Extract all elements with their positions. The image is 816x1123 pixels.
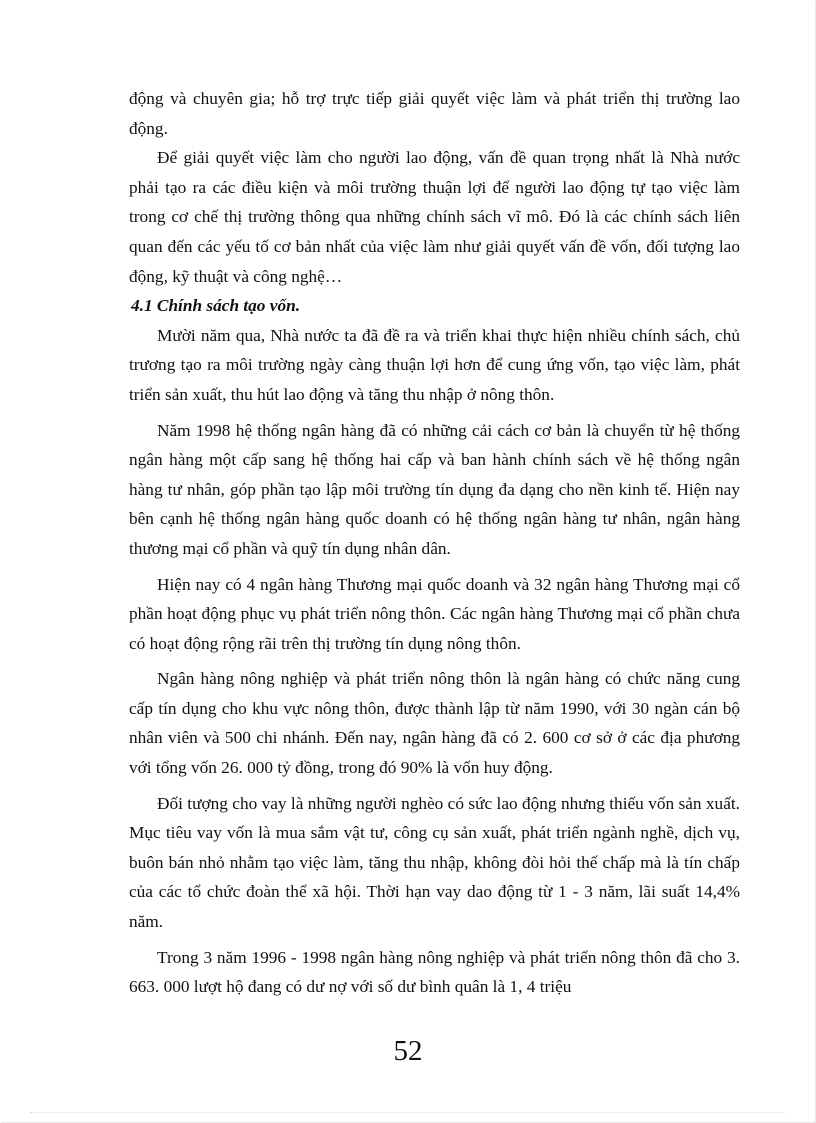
paragraph-borrowers: Đối tượng cho vay là những người nghèo có sức lao động nhưng thiếu vốn sản xuất. Mục tiêu vay vốn là mua sắm vật tư, công cụ sản xuất, phát triển ngành nghề, dịch vụ, buôn bán nhỏ nhằm tạo việc làm, tăng thu nhập, không đòi hỏi thế chấp mà là tín chấp của các tổ chức đoàn thể xã hội. Thời hạn vay dao động từ 1 - 3 năm, lãi suất 14,4% năm. [129, 793, 740, 932]
paragraph-commercial-banks: Hiện nay có 4 ngân hàng Thương mại quốc doanh và 32 ngân hàng Thương mại cổ phần hoạt động phục vụ phát triển nông thôn. Các ngân hàng Thương mại cổ phần chưa có hoạt động rộng rãi trên thị trường tín dụng nông thôn. [129, 574, 740, 653]
paragraph-continuation: động và chuyên gia; hỗ trợ trực tiếp giải quyết việc làm và phát triển thị trường lao động. [129, 89, 740, 138]
paragraph-ten-years: Mười năm qua, Nhà nước ta đã đề ra và triển khai thực hiện nhiều chính sách, chủ trương tạo ra môi trường ngày càng thuận lợi hơn để cung ứng vốn, tạo việc làm, phát triển sản xuất, thu hút lao động và tăng thu nhập ở nông thôn. [129, 325, 740, 404]
paragraph-banking-reform: Năm 1998 hệ thống ngân hàng đã có những cải cách cơ bản là chuyển từ hệ thống ngân hàng một cấp sang hệ thống hai cấp và ban hành chính sách về hệ thống ngân hàng tư nhân, góp phần tạo lập môi trường tín dụng đa dạng cho nền kinh tế. Hiện nay bên cạnh hệ thống ngân hàng quốc doanh có hệ thống ngân hàng tư nhân, ngân hàng thương mại cổ phần và quỹ tín dụng nhân dân. [129, 420, 740, 558]
paragraph-agribank: Ngân hàng nông nghiệp và phát triển nông thôn là ngân hàng có chức năng cung cấp tín dụng cho khu vực nông thôn, được thành lập từ năm 1990, với 30 ngàn cán bộ nhân viên và 500 chi nhánh. Đến nay, ngân hàng đã có 2. 600 cơ sở ở các địa phương với tổng vốn 26. 000 tỷ đồng, trong đó 90% là vốn huy động. [129, 669, 740, 778]
paragraph-employment-policy: Để giải quyết việc làm cho người lao động, vấn đề quan trọng nhất là Nhà nước phải tạo ra các điều kiện và môi trường thuận lợi để người lao động tự tạo việc làm trong cơ chế thị trường thông qua những chính sách vĩ mô. Đó là các chính sách liên quan đến các yếu tố cơ bản nhất của việc làm như giải quyết vấn đề vốn, đối tượng lao động, kỹ thuật và công nghệ… [129, 148, 740, 286]
page-number: 52 [393, 1035, 423, 1067]
paragraph-loans-1996-1998: Trong 3 năm 1996 - 1998 ngân hàng nông nghiệp và phát triển nông thôn đã cho 3. 663. 000 lượt hộ đang có dư nợ với số dư bình quân là 1, 4 triệu [129, 947, 740, 997]
document-body [129, 84, 740, 1002]
section-heading: 4.1 Chính sách tạo vốn. [131, 296, 301, 316]
footer-divider [30, 1112, 786, 1113]
